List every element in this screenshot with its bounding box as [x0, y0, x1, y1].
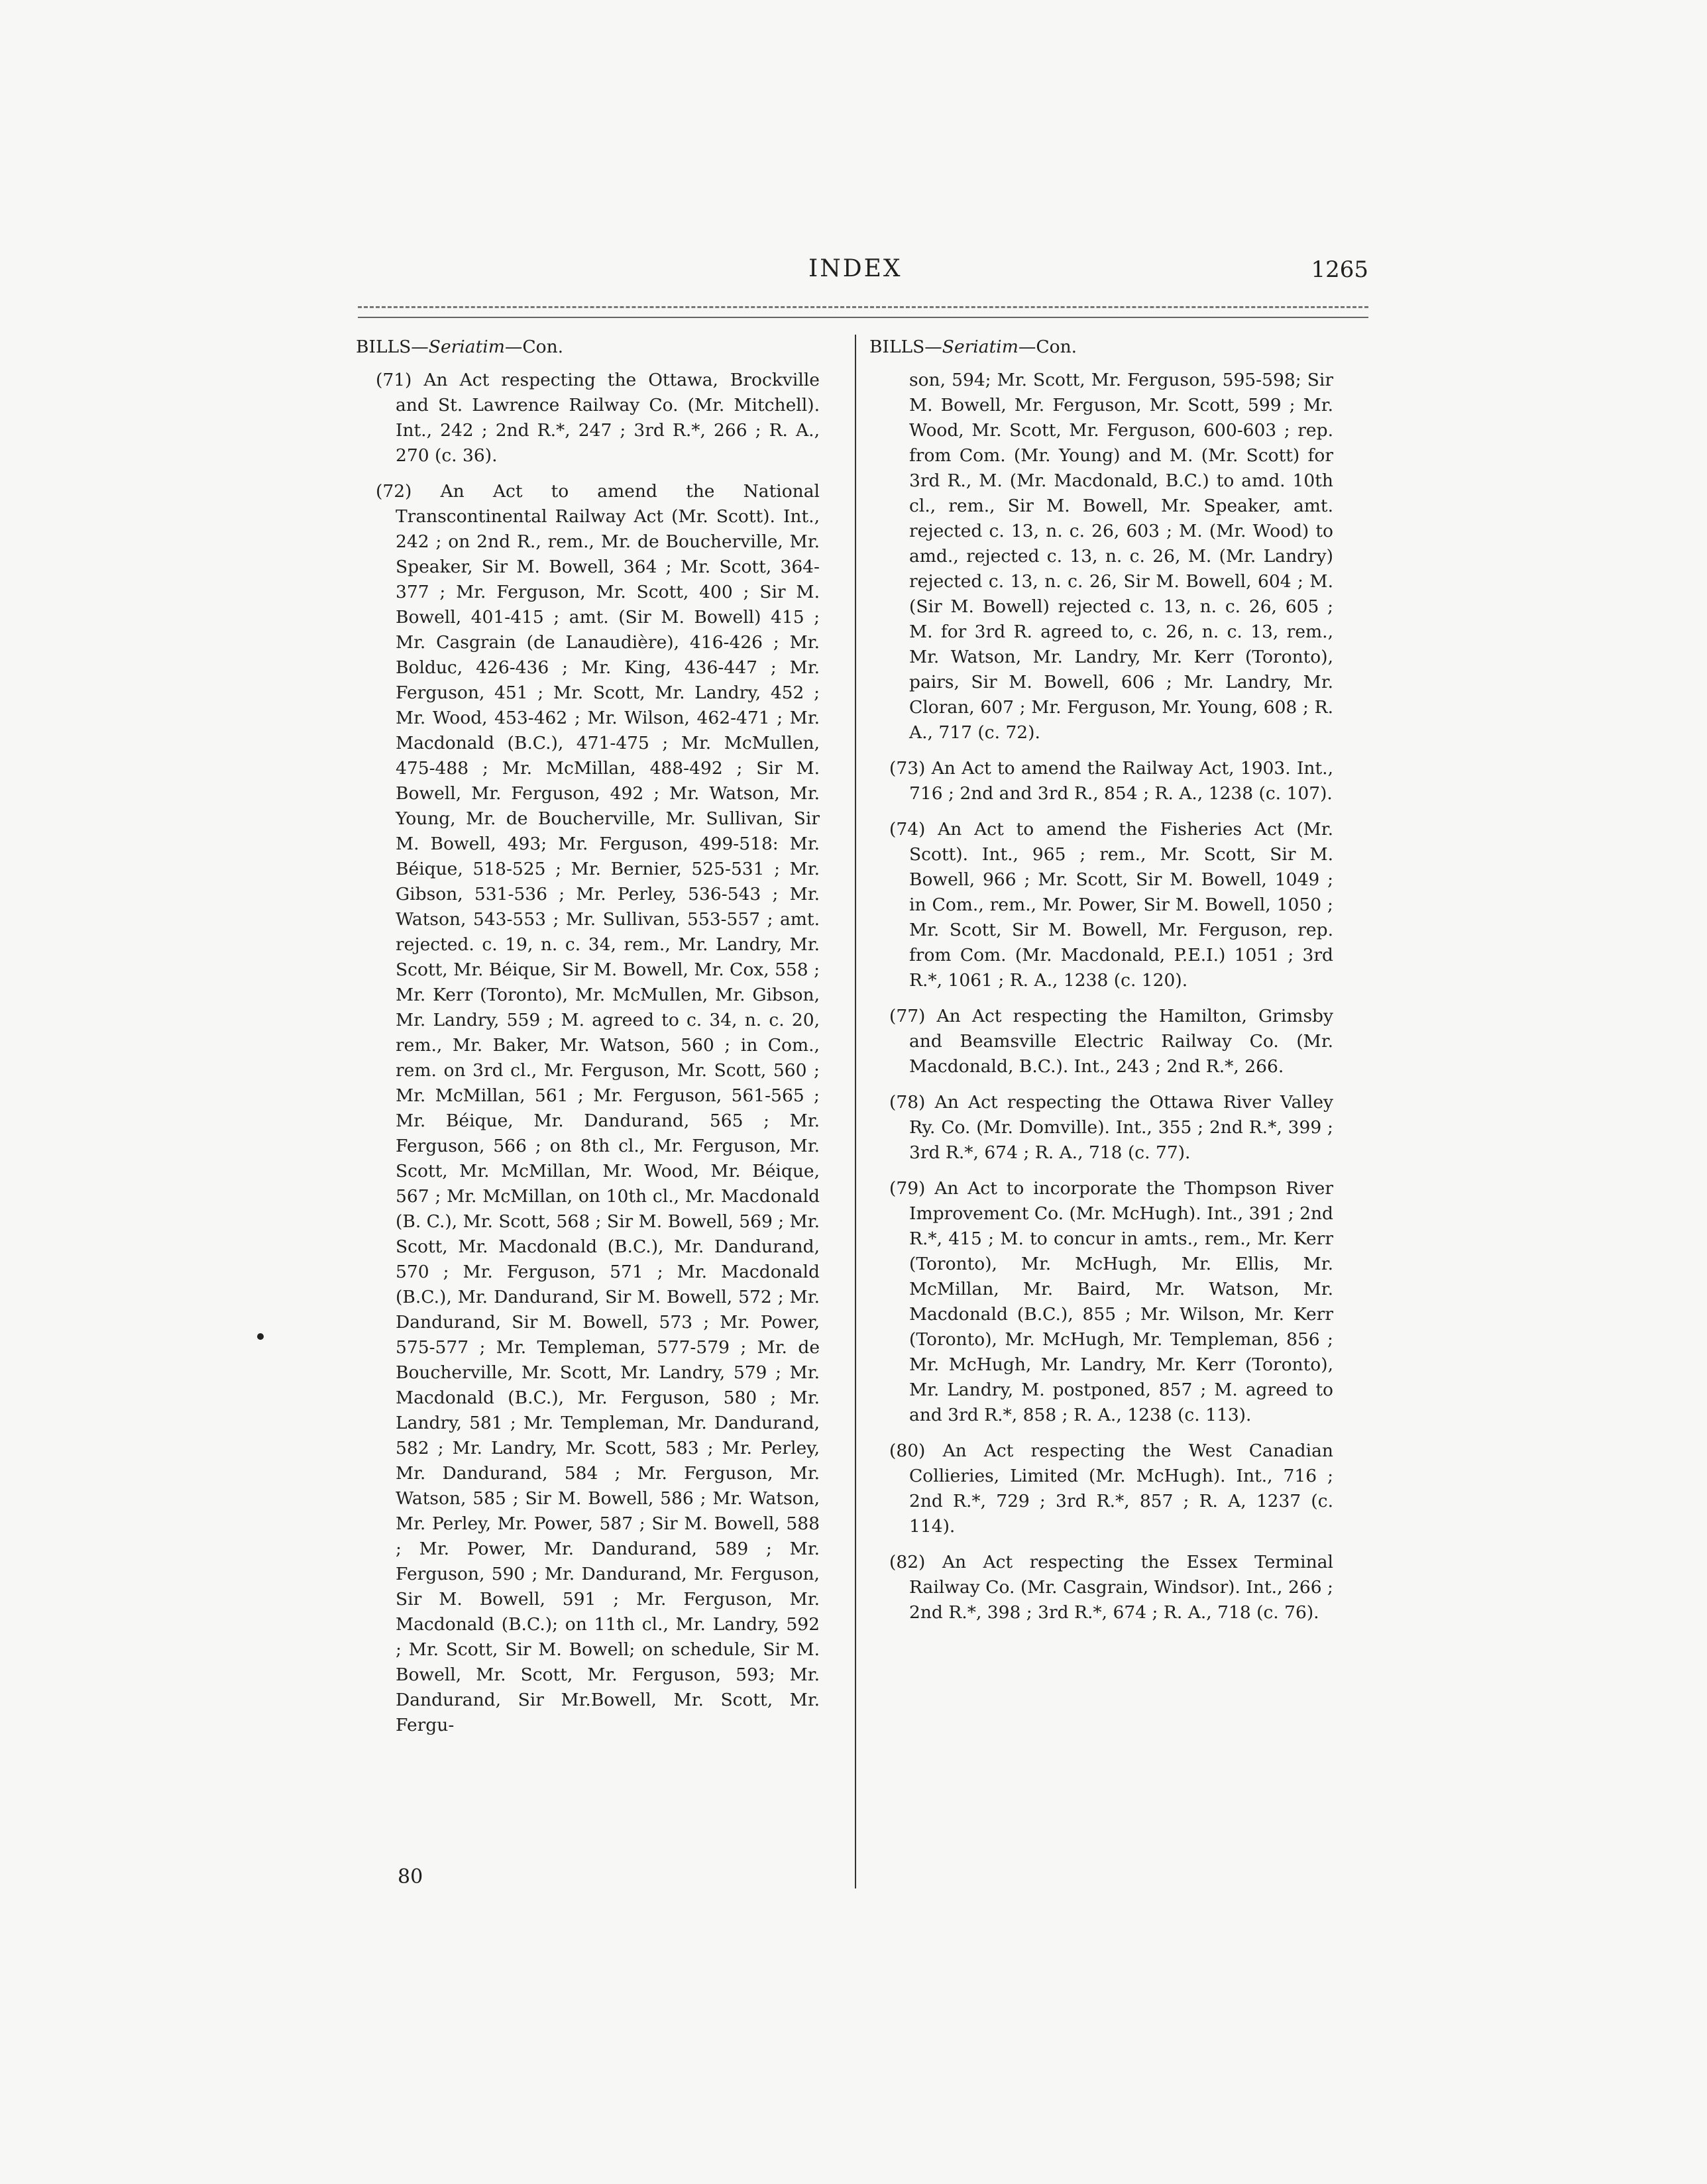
index-entry: (78) An Act respecting the Ottawa River Valley Ry. Co. (Mr. Domville). Int., 355 ; 2nd R.*, 399 ; 3rd R.*, 674 ; R. A., 718 (c. 77). [889, 1092, 1333, 1163]
right-column [869, 335, 1333, 1636]
index-entry: (80) An Act respecting the West Canadian Collieries, Limited (Mr. McHugh). Int., 716 ; 2nd R.*, 729 ; 3rd R.*, 857 ; R. A, 1237 (c. 114). [889, 1441, 1333, 1537]
index-entry: (79) An Act to incorporate the Thompson River Improvement Co. (Mr. McHugh). Int., 391 ; 2nd R.*, 415 ; M. to concur in amts., rem., Mr. Kerr (Toronto), Mr. McHugh, Mr. Ellis, Mr. McMillan, Mr. Baird, Mr. Watson, Mr. Macdonald (B.C.), 855 ; Mr. Wilson, Mr. Kerr (Toronto), Mr. McHugh, Mr. Templeman, 856 ; Mr. McHugh, Mr. Landry, Mr. Kerr (Toronto), Mr. Landry, M. postponed, 857 ; M. agreed to and 3rd R.*, 858 ; R. A., 1238 (c. 113). [889, 1178, 1333, 1425]
heading-main: BILLS— [356, 337, 429, 357]
index-entry: (74) An Act to amend the Fisheries Act (Mr. Scott). Int., 965 ; rem., Mr. Scott, Sir M. Bowell, 966 ; Mr. Scott, Sir M. Bowell, 1049 ; in Com., rem., Mr. Power, Sir M. Bowell, 1050 ; Mr. Scott, Sir M. Bowell, Mr. Ferguson, rep. from Com. (Mr. Macdonald, P.E.I.) 1051 ; 3rd R.*, 1061 ; R. A., 1238 (c. 120). [889, 819, 1333, 991]
heading-suffix: —Con. [504, 337, 564, 357]
index-entry: (77) An Act respecting the Hamilton, Grimsby and Beamsville Electric Railway Co. (Mr. Macdonald, B.C.). Int., 243 ; 2nd R.*, 266. [889, 1006, 1333, 1077]
heading-italic: Seriatim [428, 337, 505, 357]
page-number: 1265 [1311, 256, 1368, 283]
page-title: INDEX [808, 255, 903, 282]
header-rule-solid [358, 317, 1368, 318]
heading-suffix: —Con. [1018, 337, 1077, 357]
index-entry: (71) An Act respecting the Ottawa, Brockville and St. Lawrence Railway Co. (Mr. Mitchell). Int., 242 ; 2nd R.*, 247 ; 3rd R.*, 266 ; R. A., 270 (c. 36). [376, 370, 820, 466]
heading-italic: Seriatim [942, 337, 1019, 357]
index-entry: (82) An Act respecting the Essex Terminal Railway Co. (Mr. Casgrain, Windsor). Int., 266 ; 2nd R.*, 398 ; 3rd R.*, 674 ; R. A., 718 (c. 76). [889, 1552, 1333, 1623]
continued-entry: son, 594; Mr. Scott, Mr. Ferguson, 595-598; Sir M. Bowell, Mr. Ferguson, Mr. Scott, 599 ; Mr. Wood, Mr. Scott, Mr. Ferguson, 600-603 ; rep. from Com. (Mr. Young) and M. (Mr. Scott) for 3rd R., M. (Mr. Macdonald, B.C.) to amd. 10th cl., rem., Sir M. Bowell, Mr. Speaker, amt. rejected c. 13, n. c. 26, 603 ; M. (Mr. Wood) to amd., rejected c. 13, n. c. 26, M. (Mr. Landry) rejected c. 13, n. c. 26, Sir M. Bowell, 604 ; M. (Sir M. Bowell) rejected c. 13, n. c. 26, 605 ; M. for 3rd R. agreed to, c. 26, n. c. 13, rem., Mr. Watson, Mr. Landry, Mr. Kerr (Toronto), pairs, Sir M. Bowell, 606 ; Mr. Landry, Mr. Cloran, 607 ; Mr. Ferguson, Mr. Young, 608 ; R. A., 717 (c. 72). [909, 370, 1333, 743]
left-column [356, 335, 820, 1749]
index-entry: (72) An Act to amend the National Transcontinental Railway Act (Mr. Scott). Int., 242 ; on 2nd R., rem., Mr. de Boucherville, Mr. Speaker, Sir M. Bowell, 364 ; Mr. Scott, 364-377 ; Mr. Ferguson, Mr. Scott, 400 ; Sir M. Bowell, 401-415 ; amt. (Sir M. Bowell) 415 ; Mr. Casgrain (de Lanaudière), 416-426 ; Mr. Bolduc, 426-436 ; Mr. King, 436-447 ; Mr. Ferguson, 451 ; Mr. Scott, Mr. Landry, 452 ; Mr. Wood, 453-462 ; Mr. Wilson, 462-471 ; Mr. Macdonald (B.C.), 471-475 ; Mr. McMullen, 475-488 ; Mr. McMillan, 488-492 ; Sir M. Bowell, Mr. Ferguson, 492 ; Mr. Watson, Mr. Young, Mr. de Boucherville, Mr. Sullivan, Sir M. Bowell, 493; Mr. Ferguson, 499-518: Mr. Béique, 518-525 ; Mr. Bernier, 525-531 ; Mr. Gibson, 531-536 ; Mr. Perley, 536-543 ; Mr. Watson, 543-553 ; Mr. Sullivan, 553-557 ; amt. rejected. c. 19, n. c. 34, rem., Mr. Landry, Mr. Scott, Mr. Béique, Sir M. Bowell, Mr. Cox, 558 ; Mr. Kerr (Toronto), Mr. McMullen, Mr. Gibson, Mr. Landry, 559 ; M. agreed to c. 34, n. c. 20, rem., Mr. Baker, Mr. Watson, 560 ; in Com., rem. on 3rd cl., Mr. Ferguson, Mr. Scott, 560 ; Mr. McMillan, 561 ; Mr. Ferguson, 561-565 ; Mr. Béique, Mr. Dandurand, 565 ; Mr. Ferguson, 566 ; on 8th cl., Mr. Ferguson, Mr. Scott, Mr. McMillan, Mr. Wood, Mr. Béique, 567 ; Mr. McMillan, on 10th cl., Mr. Macdonald (B. C.), Mr. Scott, 568 ; Sir M. Bowell, 569 ; Mr. Scott, Mr. Macdonald (B.C.), Mr. Dandurand, 570 ; Mr. Ferguson, 571 ; Mr. Macdonald (B.C.), Mr. Dandurand, Sir M. Bowell, 572 ; Mr. Dandurand, Sir M. Bowell, 573 ; Mr. Power, 575-577 ; Mr. Templeman, 577-579 ; Mr. de Boucherville, Mr. Scott, Mr. Landry, 579 ; Mr. Macdonald (B.C.), Mr. Ferguson, 580 ; Mr. Landry, 581 ; Mr. Templeman, Mr. Dandurand, 582 ; Mr. Landry, Mr. Scott, 583 ; Mr. Perley, Mr. Dandurand, 584 ; Mr. Ferguson, Mr. Watson, 585 ; Sir M. Bowell, 586 ; Mr. Watson, Mr. Perley, Mr. Power, 587 ; Sir M. Bowell, 588 ; Mr. Power, Mr. Dandurand, 589 ; Mr. Ferguson, 590 ; Mr. Dandurand, Mr. Ferguson, Sir M. Bowell, 591 ; Mr. Ferguson, Mr. Macdonald (B.C.); on 11th cl., Mr. Landry, 592 ; Mr. Scott, Sir M. Bowell; on schedule, Sir M. Bowell, Mr. Scott, Mr. Ferguson, 593; Mr. Dandurand, Sir Mr.Bowell, Mr. Scott, Mr. Fergu- [376, 481, 820, 1735]
column-divider [855, 335, 856, 1888]
header-rule-dashed [358, 306, 1368, 308]
right-column-heading [869, 335, 1333, 360]
left-column-heading [356, 335, 820, 360]
ink-spot [257, 1333, 264, 1340]
index-entry: (73) An Act to amend the Railway Act, 1903. Int., 716 ; 2nd and 3rd R., 854 ; R. A., 1238 (c. 107). [889, 758, 1333, 804]
signature-mark: 80 [398, 1865, 423, 1888]
heading-main: BILLS— [869, 337, 942, 357]
page-header [358, 255, 1368, 295]
